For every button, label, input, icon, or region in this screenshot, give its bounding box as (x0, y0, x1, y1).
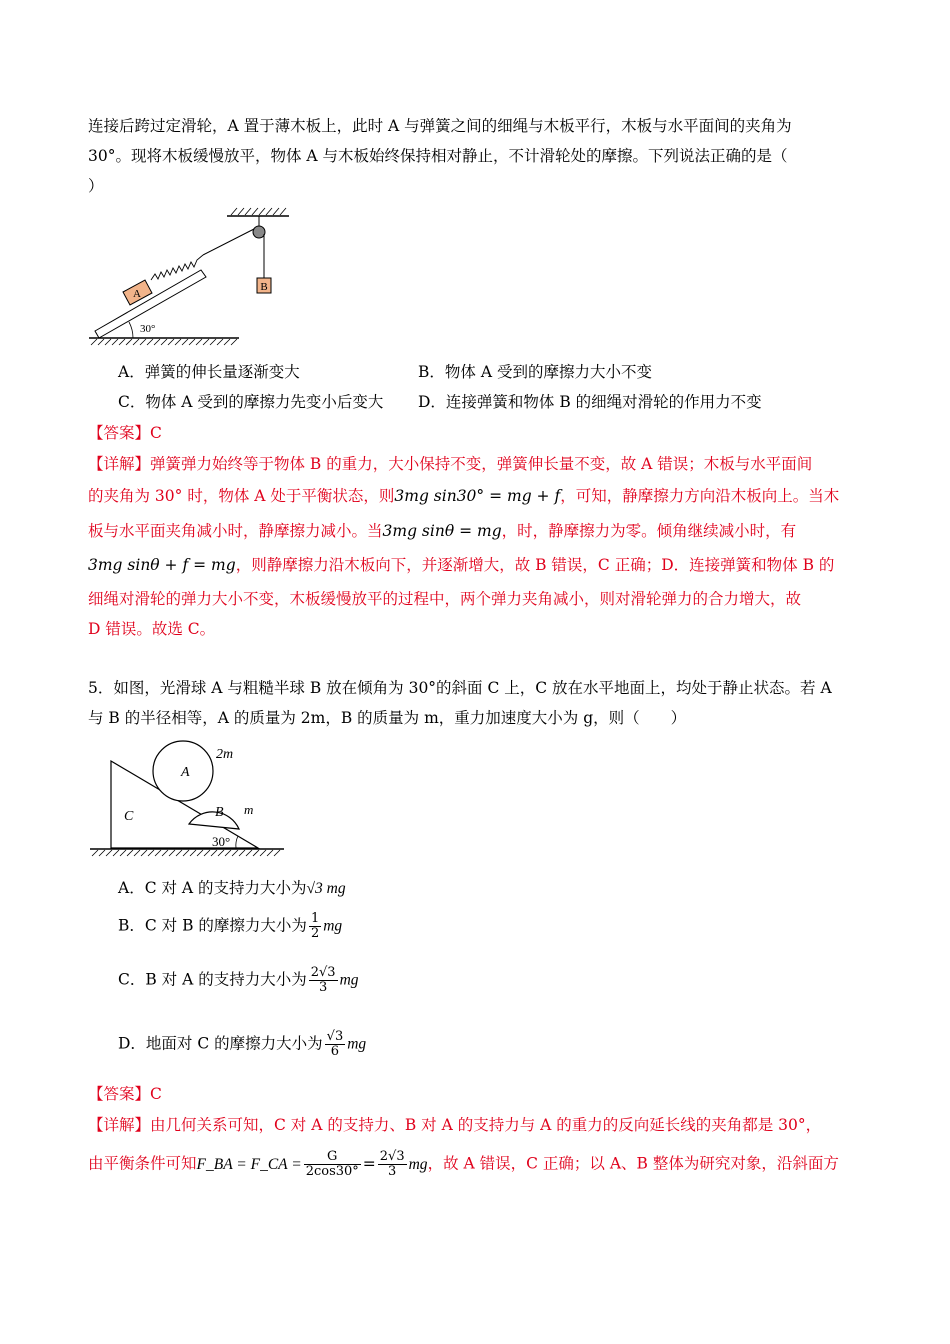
svg-text:B: B (215, 805, 224, 820)
svg-text:A: A (181, 765, 190, 780)
formula: 3mg sinθ + f = mg (88, 556, 236, 574)
q4-figure (85, 198, 295, 350)
q4-detail-line-3: 板与水平面夹角减小时，静摩擦力减小。当3mg sinθ = mg，时，静摩擦力为零。倾角继续减小时，有 (88, 522, 797, 540)
svg-text:C: C (124, 809, 134, 824)
svg-text:m: m (244, 802, 254, 817)
q4-detail-line-2: 的夹角为 30° 时，物体 A 处于平衡状态，则3mg sin30° = mg + f，可知，静摩擦力方向沿木板向上。当木 (88, 487, 840, 505)
svg-text:2m: 2m (216, 747, 234, 762)
q4-option-a: A．弹簧的伸长量逐渐变大 (118, 363, 300, 381)
svg-text:A: A (133, 288, 141, 300)
q5-figure (86, 736, 290, 860)
formula: F_BA = F_CA = $\frac{G}{2\cos 30^\circ}$ = $\frac{2√3}{3}$ mg (196, 1149, 428, 1179)
q4-stem-line-2: 30°。现将木板缓慢放平，物体 A 与木板始终保持相对静止，不计滑轮处的摩擦。下列说法正确的是（ (88, 147, 788, 165)
svg-text:30°: 30° (140, 323, 156, 335)
q5-stem-line-1: 5．如图，光滑球 A 与粗糙半球 B 放在倾角为 30°的斜面 C 上，C 放在水平地面上，均处于静止状态。若 A (88, 679, 832, 697)
q4-detail-line-6: D 错误。故选 C。 (88, 620, 216, 638)
q5-detail-line-1: 【详解】由几何关系可知，C 对 A 的支持力、B 对 A 的支持力与 A 的重力的反向延长线的夹角都是 30°， (88, 1116, 822, 1134)
q5-option-b: B．C 对 B 的摩擦力大小为 $\frac{1}{2}$ mg (118, 911, 343, 941)
q4-detail-line-1: 【详解】弹簧弹力始终等于物体 B 的重力，大小保持不变，弹簧伸长量不变，故 A 错误；木板与水平面间 (88, 455, 813, 473)
q4-stem-line-1: 连接后跨过定滑轮，A 置于薄木板上，此时 A 与弹簧之间的细绳与木板平行，木板与水平面间的夹角为 (88, 117, 792, 135)
q5-detail-line-2: 由平衡条件可知F_BA = F_CA = $\frac{G}{2\cos 30^\circ}$ = $\frac{2√3}{3}$ mg，故 A 错误，C 正确；以 A、B 整体为研究对象，沿斜面方 (88, 1149, 839, 1179)
q4-detail-line-4: 3mg sinθ + f = mg，则静摩擦力沿木板向下，并逐渐增大，故 B 错误，C 正确；D．连接弹簧和物体 B 的 (88, 556, 835, 574)
svg-text:30°: 30° (212, 834, 231, 849)
formula: 3mg sin30° = mg + f (394, 487, 561, 505)
q5-option-d: D．地面对 C 的摩擦力大小为 $\frac{√3}{6}$ mg (118, 1029, 367, 1059)
q4-option-d: D．连接弹簧和物体 B 的细绳对滑轮的作用力不变 (418, 393, 762, 411)
q4-stem-line-3: ） (88, 177, 104, 195)
q4-option-b: B．物体 A 受到的摩擦力大小不变 (418, 363, 652, 381)
formula: 3mg sinθ = mg (382, 522, 502, 540)
q4-answer: 【答案】C (88, 424, 162, 442)
q4-detail-line-5: 细绳对滑轮的弹力大小不变，木板缓慢放平的过程中，两个弹力夹角减小，则对滑轮弹力的合力增大，故 (88, 590, 802, 608)
q5-answer: 【答案】C (88, 1085, 162, 1103)
q5-option-a: A．C 对 A 的支持力大小为√3 mg (118, 879, 346, 897)
svg-text:B: B (260, 281, 268, 293)
q5-stem-line-2: 与 B 的半径相等，A 的质量为 2m，B 的质量为 m，重力加速度大小为 g，则（ ） (88, 709, 687, 727)
q5-option-c: C．B 对 A 的支持力大小为 $\frac{2√3}{3}$ mg (118, 965, 359, 995)
q4-option-c: C．物体 A 受到的摩擦力先变小后变大 (118, 393, 384, 411)
